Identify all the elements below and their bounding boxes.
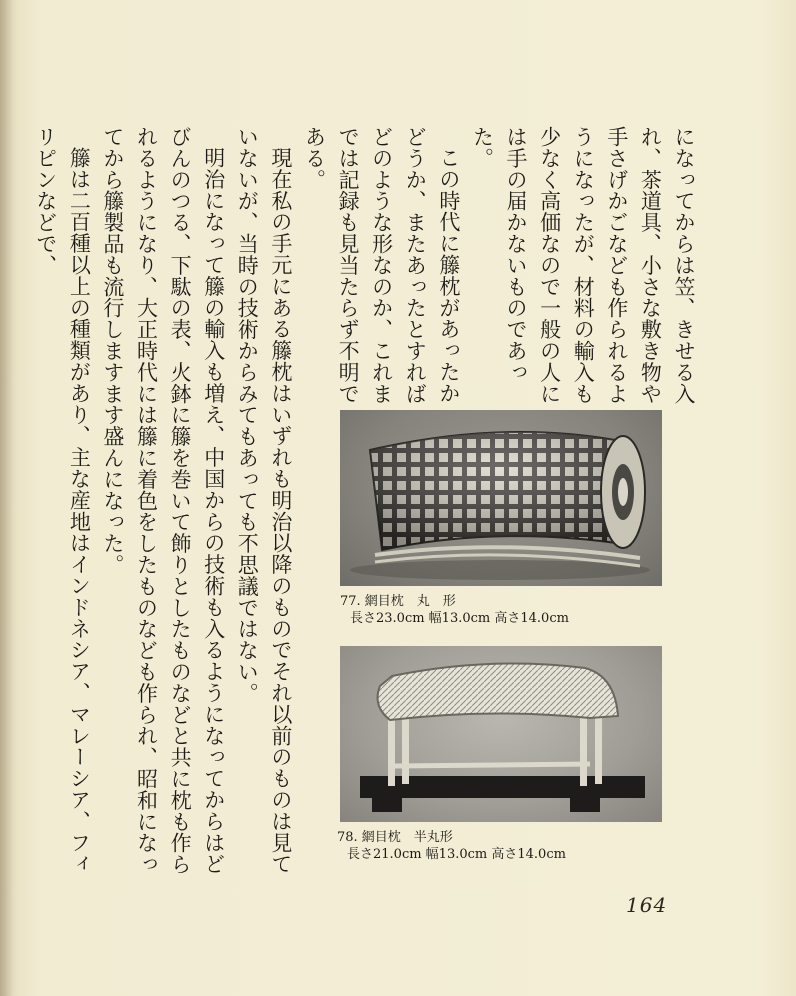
half-round-rattan-pillow-image [340, 646, 662, 822]
gutter-shadow [0, 0, 14, 996]
figure-77-dimensions: 長さ23.0cm 幅13.0cm 高さ14.0cm [350, 611, 569, 626]
paragraph-2: この時代に籐枕があったかどうか、またあったとすればどのような形なのか、これまでは記録も見当たらず不明である。 [302, 126, 461, 405]
figure-77-photo [340, 410, 662, 586]
paragraph-5: 籐は二百種以上の種類があり、主な産地はインドネシア、マレーシア、フィリピンなどで、 [33, 126, 92, 875]
round-rattan-pillow-image [340, 410, 662, 586]
figure-78-photo [340, 646, 662, 822]
page-number: 164 [626, 893, 668, 917]
figure-78-title: 78. 網目枕 半丸形 [337, 830, 453, 845]
paragraph-1: になってからは笠、きせる入れ、茶道具、小さな敷き物や手さげかごなども作られるようになったが、材料の輸入も少なく高価なので一般の人には手の届かないものであった。 [470, 126, 696, 405]
paragraph-3: 現在私の手元にある籐枕はいずれも明治以降のものでそれ以前のものは見ていないが、当時の技術からみてもあっても不思議ではない。 [235, 126, 293, 875]
paragraph-4: 明治になって籐の輸入も増え、中国からの技術も入るようになってからはどびんのつる、下駄の表、火鉢に籐を巻いて飾りとしたものなどと共に枕も作られるようになり、大正時代には籐に着色をしたものなども作られ、昭和になってから籐製品も流行しますます盛んになった。 [100, 126, 226, 875]
figure-78-dimensions: 長さ21.0cm 幅13.0cm 高さ14.0cm [347, 847, 566, 862]
figure-77-title: 77. 網目枕 丸 形 [340, 594, 456, 609]
